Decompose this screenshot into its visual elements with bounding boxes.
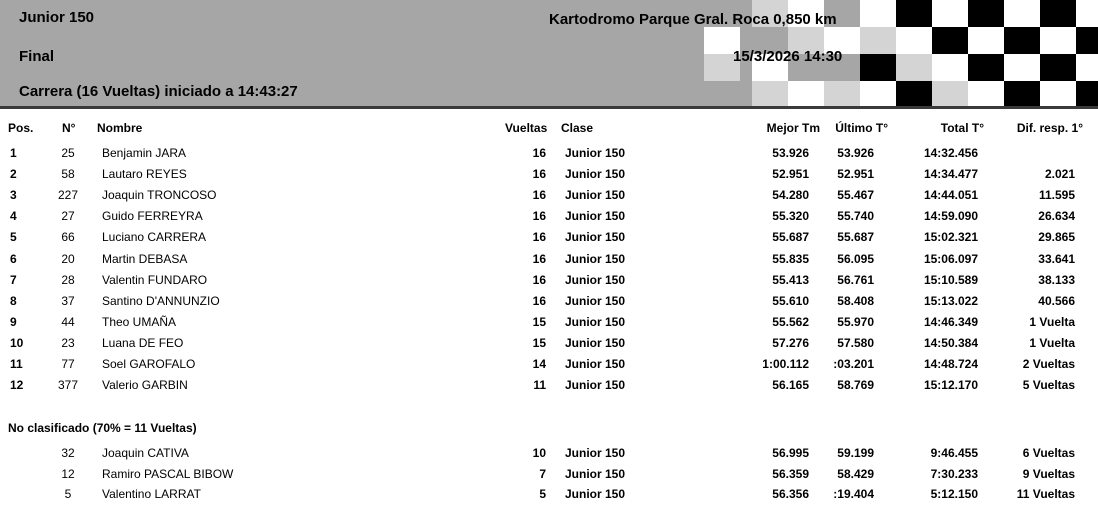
- num-cell: 32: [61, 446, 75, 460]
- num-cell: 20: [61, 251, 75, 266]
- num-cell: 227: [57, 188, 79, 203]
- table-row: [0, 332, 1098, 353]
- name-cell: Joaquin CATIVA: [102, 446, 189, 460]
- name-cell: Ramiro PASCAL BIBOW: [102, 466, 234, 481]
- col-name: Nombre: [97, 121, 143, 135]
- best-time-cell: 52.951: [772, 167, 809, 182]
- laps-cell: 10: [532, 446, 546, 460]
- num-cell: 12: [61, 466, 75, 481]
- last-time-cell: 55.467: [837, 188, 874, 203]
- checker-square: [1076, 81, 1098, 106]
- total-time-cell: 14:48.724: [923, 357, 978, 371]
- class-cell: Junior 150: [565, 314, 626, 329]
- table-row: [0, 311, 1098, 332]
- checker-square: [1040, 81, 1076, 106]
- best-time-cell: 55.320: [772, 209, 809, 224]
- name-cell: Joaquin TRONCOSO: [102, 188, 217, 203]
- class-cell: Junior 150: [565, 230, 626, 245]
- pos-cell: 7: [10, 272, 17, 287]
- class-cell: Junior 150: [565, 293, 626, 308]
- checker-square: [1076, 0, 1098, 27]
- diff-cell: 26.634: [1038, 209, 1075, 224]
- results-header: [0, 0, 1098, 106]
- last-time-cell: 55.687: [837, 230, 874, 245]
- class-cell: Junior 150: [565, 446, 626, 460]
- laps-cell: 16: [532, 293, 546, 308]
- pos-cell: 10: [10, 335, 24, 350]
- laps-cell: 15: [532, 314, 546, 329]
- num-cell: 77: [61, 357, 75, 371]
- name-cell: Valentino LARRAT: [102, 487, 201, 501]
- laps-cell: 16: [532, 167, 546, 182]
- name-cell: Martin DEBASA: [102, 251, 188, 266]
- table-row: [0, 353, 1098, 374]
- class-cell: Junior 150: [565, 487, 626, 501]
- best-time-cell: 53.926: [772, 146, 809, 160]
- checker-square: [1040, 54, 1076, 81]
- num-cell: 37: [61, 293, 75, 308]
- category-title: Junior 150: [19, 9, 95, 26]
- best-time-cell: 56.356: [772, 487, 809, 501]
- table-row: [0, 184, 1098, 205]
- event-datetime: 15/3/2026 14:30: [733, 48, 843, 65]
- track-name: Kartodromo Parque Gral. Roca 0,850 km: [549, 11, 837, 28]
- col-class: Clase: [561, 121, 594, 135]
- checker-square: [1004, 0, 1040, 27]
- checker-square: [860, 0, 896, 27]
- col-pos: Pos.: [8, 121, 34, 135]
- name-cell: Valerio GARBIN: [102, 378, 188, 393]
- table-row: [0, 142, 1098, 163]
- laps-cell: 7: [539, 466, 546, 481]
- best-time-cell: 57.276: [772, 335, 809, 350]
- diff-cell: 40.566: [1038, 293, 1075, 308]
- checker-square: [824, 81, 860, 106]
- total-time-cell: 14:32.456: [923, 146, 978, 160]
- checker-square: [932, 54, 968, 81]
- diff-cell: 11 Vueltas: [1016, 487, 1075, 501]
- checker-square: [968, 27, 1004, 54]
- total-time-cell: 15:02.321: [923, 230, 978, 245]
- checker-square: [860, 81, 896, 106]
- last-time-cell: 55.740: [837, 209, 874, 224]
- diff-cell: 5 Vueltas: [1022, 378, 1075, 393]
- total-time-cell: 14:46.349: [923, 314, 978, 329]
- col-best: Mejor Tm: [766, 121, 820, 135]
- num-cell: 44: [61, 314, 75, 329]
- last-time-cell: :19.404: [833, 487, 874, 501]
- laps-cell: 5: [539, 487, 546, 501]
- checker-square: [1004, 54, 1040, 81]
- class-cell: Junior 150: [565, 167, 626, 182]
- total-time-cell: 14:50.384: [923, 335, 978, 350]
- table-row: [0, 269, 1098, 290]
- diff-cell: 6 Vueltas: [1022, 446, 1075, 460]
- best-time-cell: 54.280: [772, 188, 809, 203]
- diff-cell: 9 Vueltas: [1022, 466, 1075, 481]
- checker-square: [788, 81, 824, 106]
- num-cell: 23: [61, 335, 75, 350]
- class-cell: Junior 150: [565, 378, 626, 393]
- best-time-cell: 55.610: [772, 293, 809, 308]
- best-time-cell: 55.562: [772, 314, 809, 329]
- diff-cell: 1 Vuelta: [1029, 335, 1075, 350]
- last-time-cell: 52.951: [837, 167, 874, 182]
- checker-square: [968, 54, 1004, 81]
- name-cell: Soel GAROFALO: [102, 357, 196, 371]
- name-cell: Luana DE FEO: [102, 335, 184, 350]
- total-time-cell: 14:44.051: [923, 188, 978, 203]
- col-last: Último T°: [835, 121, 888, 135]
- laps-cell: 11: [533, 378, 546, 393]
- total-time-cell: 15:13.022: [923, 293, 978, 308]
- last-time-cell: 53.926: [837, 146, 874, 160]
- laps-cell: 16: [532, 209, 546, 224]
- pos-cell: 9: [10, 314, 17, 329]
- table-row: [0, 463, 1098, 484]
- checker-square: [1040, 0, 1076, 27]
- class-cell: Junior 150: [565, 209, 626, 224]
- class-cell: Junior 150: [565, 272, 626, 287]
- diff-cell: 29.865: [1038, 230, 1075, 245]
- table-row: [0, 442, 1098, 463]
- class-cell: Junior 150: [565, 188, 626, 203]
- checker-square: [1076, 54, 1098, 81]
- checker-square: [896, 27, 932, 54]
- checker-square: [932, 0, 968, 27]
- table-row: [0, 374, 1098, 395]
- last-time-cell: 55.970: [837, 314, 874, 329]
- last-time-cell: :03.201: [833, 357, 874, 371]
- num-cell: 25: [61, 146, 75, 160]
- laps-cell: 16: [532, 146, 546, 160]
- last-time-cell: 57.580: [837, 335, 874, 350]
- last-time-cell: 56.095: [837, 251, 874, 266]
- laps-cell: 16: [532, 188, 546, 203]
- checker-square: [1076, 27, 1098, 54]
- best-time-cell: 56.359: [772, 466, 809, 481]
- checker-square: [1004, 27, 1040, 54]
- best-time-cell: 55.413: [772, 272, 809, 287]
- best-time-cell: 55.835: [772, 251, 809, 266]
- col-num: N°: [62, 121, 76, 135]
- checker-square: [896, 54, 932, 81]
- checker-square: [968, 81, 1004, 106]
- last-time-cell: 59.199: [837, 446, 874, 460]
- col-total: Total T°: [940, 121, 984, 135]
- checker-square: [932, 27, 968, 54]
- diff-cell: 2.021: [1044, 167, 1075, 182]
- name-cell: Valentin FUNDARO: [102, 272, 208, 287]
- pos-cell: 1: [10, 146, 17, 160]
- total-time-cell: 15:12.170: [923, 378, 978, 393]
- best-time-cell: 1:00.112: [762, 357, 809, 371]
- pos-cell: 12: [10, 378, 24, 393]
- total-time-cell: 5:12.150: [930, 487, 978, 501]
- table-row: [0, 248, 1098, 269]
- class-cell: Junior 150: [565, 146, 626, 160]
- table-row: [0, 483, 1098, 504]
- pos-cell: 3: [10, 188, 17, 203]
- stage-title: Final: [19, 48, 55, 65]
- laps-cell: 16: [532, 251, 546, 266]
- checker-square: [1004, 81, 1040, 106]
- checker-square: [860, 54, 896, 81]
- laps-cell: 16: [532, 272, 546, 287]
- total-time-cell: 15:06.097: [923, 251, 978, 266]
- num-cell: 66: [61, 230, 75, 245]
- race-info: Carrera (16 Vueltas) iniciado a 14:43:27: [19, 83, 298, 100]
- header-divider: [0, 106, 1098, 109]
- best-time-cell: 56.995: [772, 446, 809, 460]
- table-row: [0, 290, 1098, 311]
- diff-cell: 1 Vuelta: [1029, 314, 1075, 329]
- total-time-cell: 9:46.455: [930, 446, 978, 460]
- not-classified-title: No clasificado (70% = 11 Vueltas): [8, 421, 197, 435]
- pos-cell: 5: [10, 230, 17, 245]
- table-row: [0, 205, 1098, 226]
- table-row: [0, 163, 1098, 184]
- laps-cell: 14: [532, 357, 546, 371]
- checker-square: [896, 0, 932, 27]
- checker-square: [932, 81, 968, 106]
- name-cell: Guido FERREYRA: [102, 209, 203, 224]
- last-time-cell: 58.769: [837, 378, 874, 393]
- pos-cell: 4: [10, 209, 17, 224]
- best-time-cell: 55.687: [772, 230, 809, 245]
- checker-square: [896, 81, 932, 106]
- col-laps: Vueltas: [505, 121, 548, 135]
- pos-cell: 11: [10, 357, 23, 371]
- diff-cell: 11.595: [1038, 188, 1075, 203]
- num-cell: 377: [57, 378, 79, 393]
- diff-cell: 33.641: [1038, 251, 1075, 266]
- last-time-cell: 56.761: [837, 272, 874, 287]
- laps-cell: 16: [532, 230, 546, 245]
- name-cell: Theo UMAÑA: [102, 314, 177, 329]
- total-time-cell: 15:10.589: [923, 272, 978, 287]
- num-cell: 5: [64, 487, 72, 501]
- class-cell: Junior 150: [565, 357, 626, 371]
- total-time-cell: 14:59.090: [923, 209, 978, 224]
- last-time-cell: 58.429: [837, 466, 874, 481]
- pos-cell: 6: [10, 251, 17, 266]
- class-cell: Junior 150: [565, 251, 626, 266]
- col-diff: Dif. resp. 1°: [1016, 121, 1083, 135]
- name-cell: Luciano CARRERA: [102, 230, 207, 245]
- class-cell: Junior 150: [565, 466, 626, 481]
- last-time-cell: 58.408: [837, 293, 874, 308]
- checker-square: [752, 81, 788, 106]
- class-cell: Junior 150: [565, 335, 626, 350]
- checker-square: [968, 0, 1004, 27]
- best-time-cell: 56.165: [772, 378, 809, 393]
- total-time-cell: 7:30.233: [930, 466, 978, 481]
- checker-square: [1040, 27, 1076, 54]
- name-cell: Lautaro REYES: [102, 167, 187, 182]
- diff-cell: 2 Vueltas: [1022, 357, 1075, 371]
- laps-cell: 15: [532, 335, 546, 350]
- num-cell: 58: [61, 167, 75, 182]
- checker-square: [860, 27, 896, 54]
- table-row: [0, 226, 1098, 247]
- name-cell: Santino D'ANNUNZIO: [102, 293, 220, 308]
- num-cell: 27: [61, 209, 75, 224]
- pos-cell: 8: [10, 293, 17, 308]
- pos-cell: 2: [10, 167, 17, 182]
- name-cell: Benjamin JARA: [102, 146, 187, 160]
- diff-cell: 38.133: [1038, 272, 1075, 287]
- num-cell: 28: [61, 272, 75, 287]
- total-time-cell: 14:34.477: [923, 167, 978, 182]
